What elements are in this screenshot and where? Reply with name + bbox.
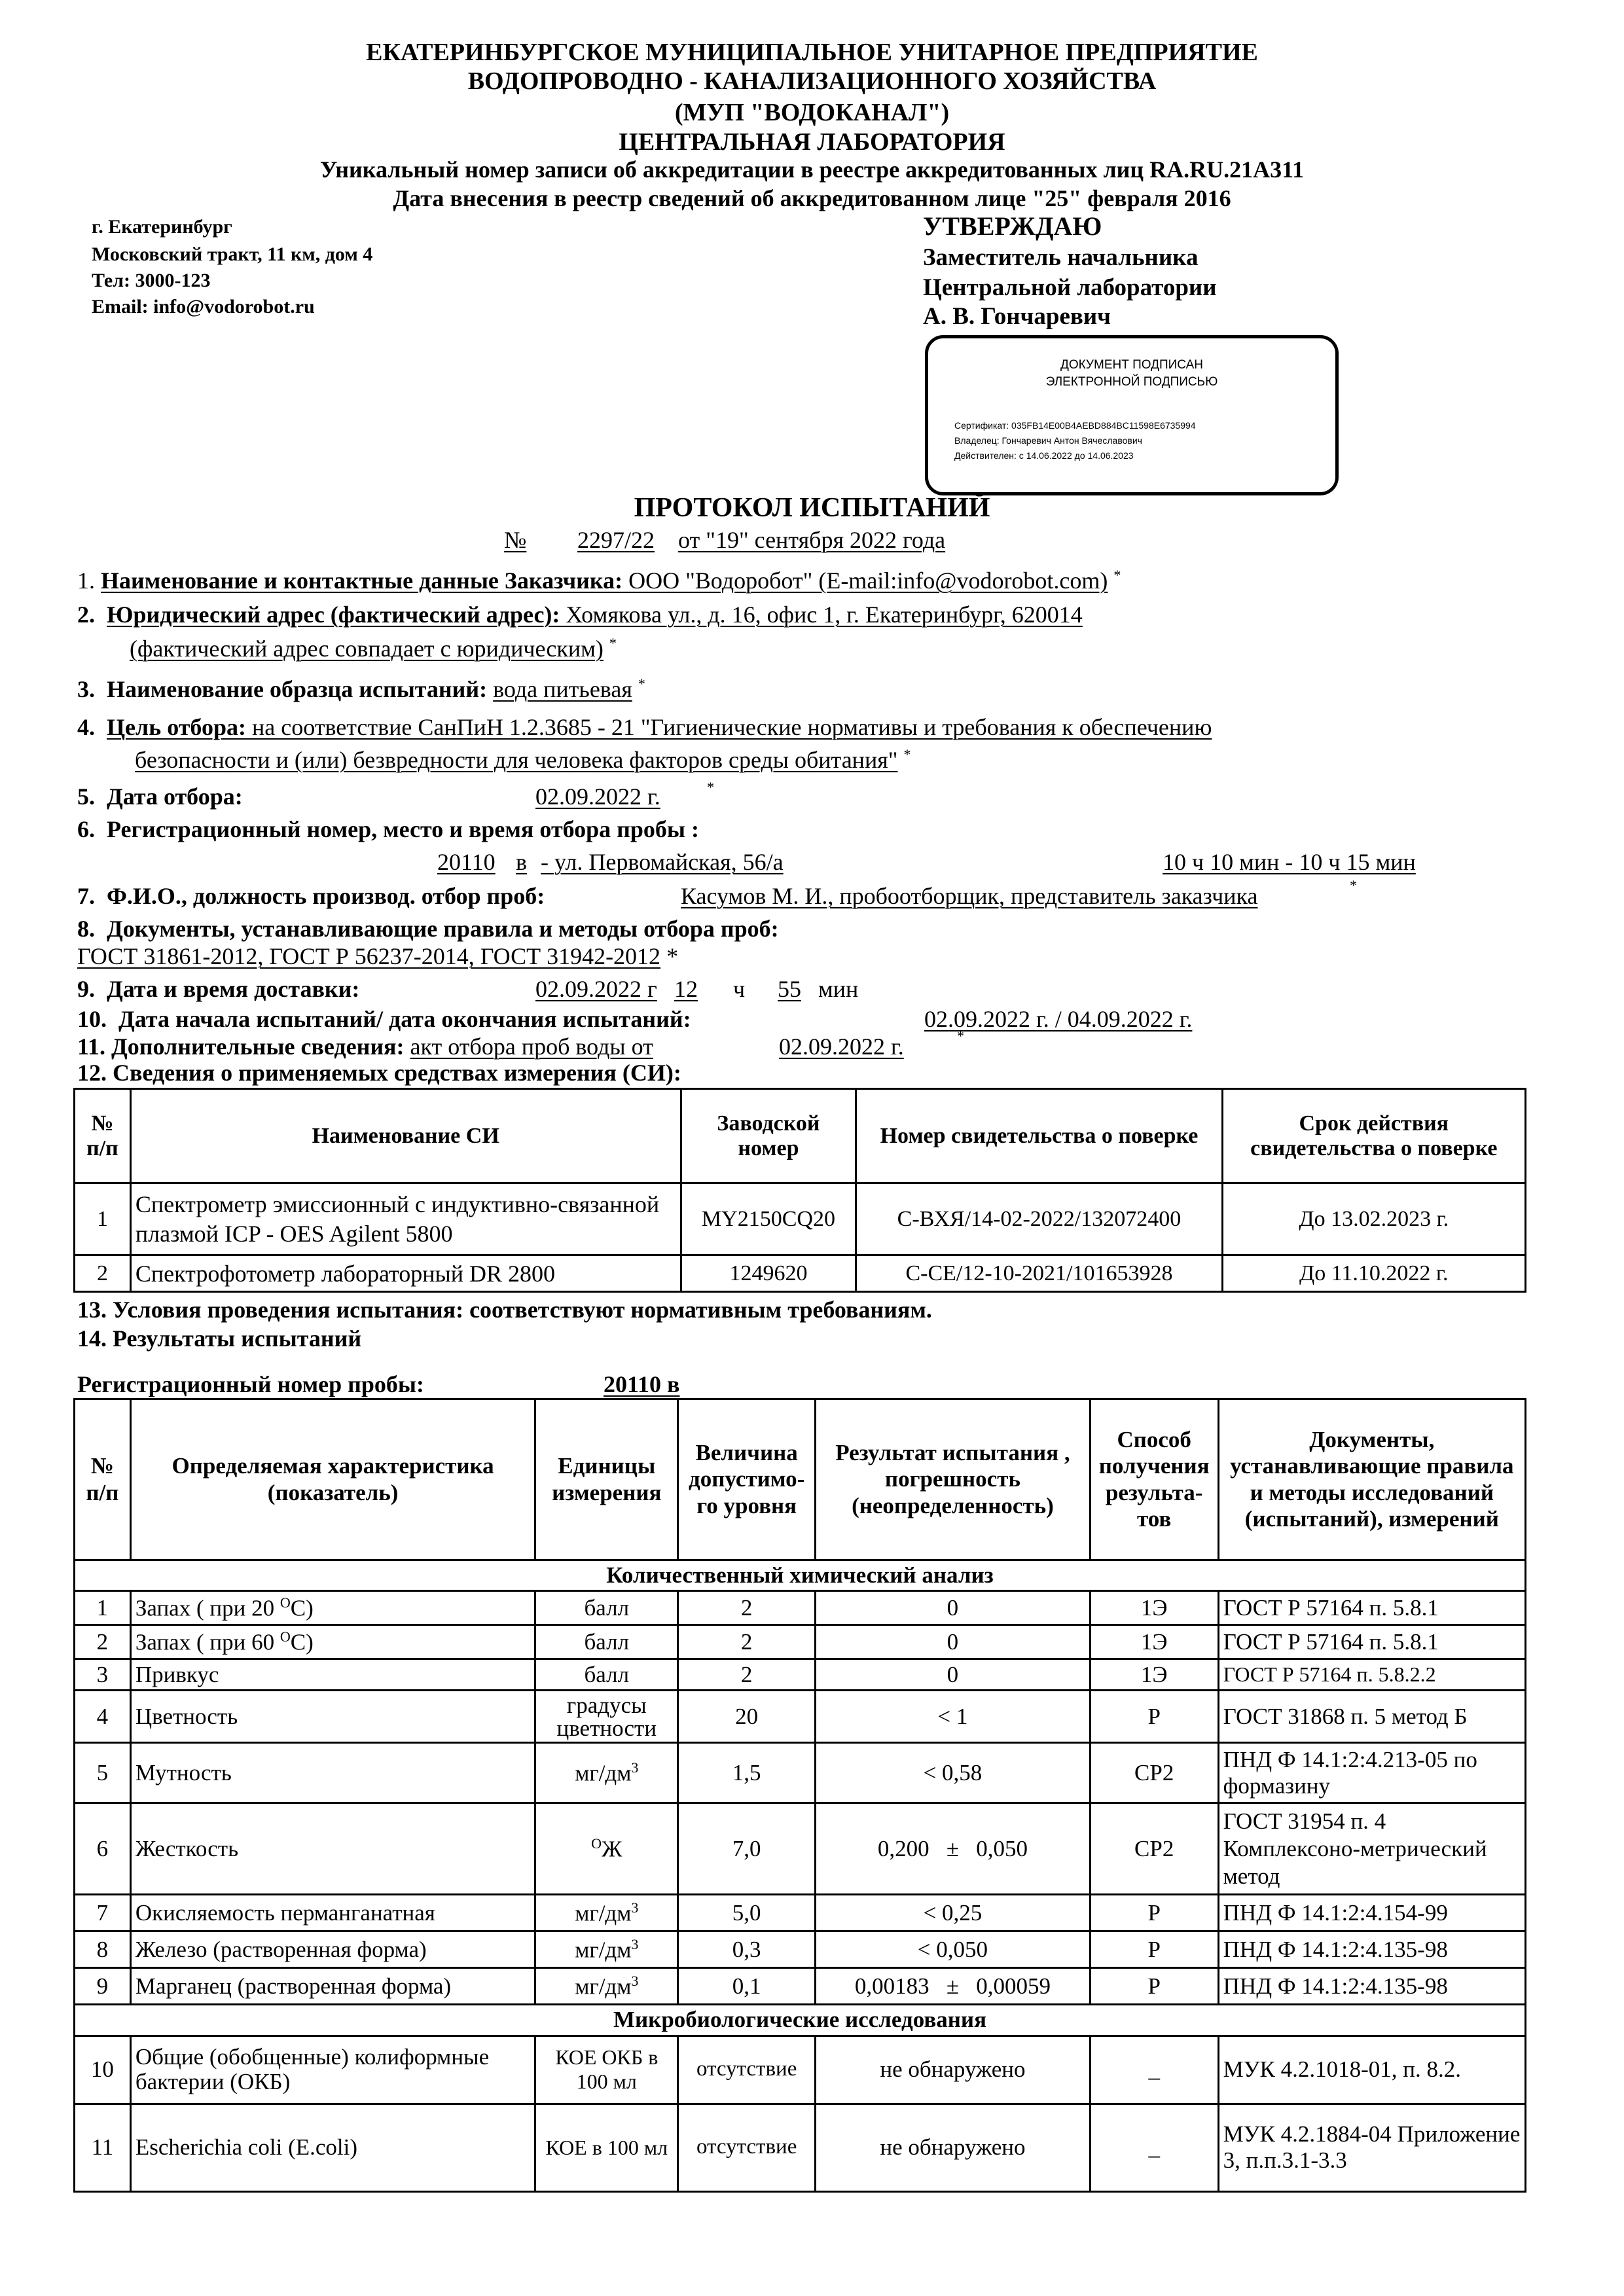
item-7	[77, 882, 545, 910]
result-characteristic: Запах ( при 20 $^O$C)	[130, 1591, 535, 1625]
result-limit: 1,5	[678, 1743, 816, 1803]
protocol-number-sign: №	[504, 527, 527, 553]
item-9	[77, 975, 359, 1003]
result-unit: градусы цветности	[535, 1691, 678, 1743]
table-row	[75, 1743, 1526, 1803]
result-limit: 5,0	[678, 1895, 816, 1931]
result-unit: балл	[535, 1591, 678, 1625]
result-value: не обнаружено	[816, 2036, 1091, 2104]
table-row	[75, 1803, 1526, 1895]
item-3-asterisk: *	[638, 675, 645, 692]
table-row	[75, 1255, 1526, 1292]
item-2-continued	[77, 635, 617, 662]
sampling-purpose-value-2: безопасности и (или) безвредности для человека факторов среды обитания"	[135, 747, 898, 773]
result-characteristic: Железо (растворенная форма)	[130, 1931, 535, 1968]
result-method: 1Э	[1090, 1591, 1218, 1625]
accreditation-line: Уникальный номер записи об аккредитации в реестре аккредитованных лиц RA.RU.21A311	[319, 156, 1305, 183]
result-num: 7	[75, 1895, 131, 1931]
stamp-validity: Действителен: с 14.06.2022 до 14.06.2023	[954, 450, 1134, 461]
si-row-serial: MY2150CQ20	[681, 1183, 856, 1255]
result-doc: ПНД Ф 14.1:2:4.135-98	[1218, 1968, 1525, 2005]
results-table	[73, 1398, 1526, 2193]
approval-title: УТВЕРЖДАЮ	[923, 211, 1102, 241]
section-row-micro	[75, 2005, 1526, 2036]
result-value: 0,00183 ± 0,00059	[816, 1968, 1091, 2005]
delivery-hour: 12	[674, 976, 698, 1002]
result-num: 4	[75, 1691, 131, 1743]
result-unit: $мг/дм^3$	[535, 1931, 678, 1968]
item-1	[77, 567, 1121, 594]
protocol-title: ПРОТОКОЛ ИСПЫТАНИЙ	[634, 493, 990, 523]
si-row-name: Спектрофотометр лабораторный DR 2800	[130, 1255, 681, 1292]
stamp-line1: ДОКУМЕНТ ПОДПИСАН	[1060, 358, 1203, 372]
si-header-num: № п/п	[75, 1089, 131, 1183]
result-num: 9	[75, 1968, 131, 2005]
result-value: < 1	[816, 1691, 1091, 1743]
result-method: 1Э	[1090, 1625, 1218, 1659]
result-unit: КОЕ ОКБ в 100 мл	[535, 2036, 678, 2104]
item-9-label: Дата и время доставки:	[107, 976, 360, 1002]
delivery-minute: 55	[778, 976, 801, 1002]
table-row	[75, 1895, 1526, 1931]
result-doc: ГОСТ Р 57164 п. 5.8.1	[1218, 1591, 1525, 1625]
si-row-num: 2	[75, 1255, 131, 1292]
result-num: 8	[75, 1931, 131, 1968]
item-11	[77, 1033, 653, 1060]
item-7-asterisk: *	[1350, 877, 1357, 893]
results-header-docs: Документы, устанавливающие правила и методы исследований (испытаний), измерений	[1218, 1399, 1525, 1560]
customer-value: ООО "Водоробот" (E-mail:info@vodorobot.com)	[623, 567, 1108, 594]
si-header-serial: Заводской номер	[681, 1089, 856, 1183]
item-5-number: 5.	[77, 783, 95, 810]
result-unit: $^О$Ж	[535, 1803, 678, 1895]
electronic-signature-stamp	[925, 335, 1339, 495]
results-header-num: № п/п	[75, 1399, 131, 1560]
item-2-label: Юридический адрес (фактический адрес):	[107, 601, 560, 628]
result-limit: 2	[678, 1591, 816, 1625]
item-8-value	[77, 942, 678, 970]
item-4-label: Цель отбора:	[107, 714, 246, 740]
sample-reg-number: 20110	[437, 849, 496, 875]
result-unit: КОЕ в 100 мл	[535, 2104, 678, 2191]
item-3	[77, 675, 645, 703]
result-value: не обнаружено	[816, 2104, 1091, 2191]
result-limit: 7,0	[678, 1803, 816, 1895]
item-14: 14. Результаты испытаний	[77, 1325, 362, 1352]
result-limit: 2	[678, 1659, 816, 1691]
result-unit: $мг/дм^3$	[535, 1743, 678, 1803]
legal-address-value: Хомякова ул., д. 16, офис 1, г. Екатеринбург, 620014	[560, 601, 1083, 628]
si-row-num: 1	[75, 1183, 131, 1255]
sampling-time: 10 ч 10 мин - 10 ч 15 мин	[1163, 849, 1416, 875]
si-row-cert: С-ВХЯ/14-02-2022/132072400	[856, 1183, 1222, 1255]
protocol-date: от "19" сентября 2022 года	[678, 527, 946, 553]
results-header-method: Способ получения результа-тов	[1090, 1399, 1218, 1560]
result-unit: балл	[535, 1625, 678, 1659]
result-method: Р	[1090, 1691, 1218, 1743]
table-row	[75, 1591, 1526, 1625]
result-method: _	[1090, 2104, 1218, 2191]
reg-number-label: Регистрационный номер пробы:	[77, 1371, 424, 1397]
sampling-date-value: 02.09.2022 г.	[535, 783, 660, 810]
results-header-limit: Величина допустимо-го уровня	[678, 1399, 816, 1560]
result-characteristic: Марганец (растворенная форма)	[130, 1968, 535, 2005]
si-row-serial: 1249620	[681, 1255, 856, 1292]
result-method: СР2	[1090, 1743, 1218, 1803]
additional-info-date: 02.09.2022 г.	[779, 1033, 904, 1060]
result-value: < 0,050	[816, 1931, 1091, 1968]
result-doc: ПНД Ф 14.1:2:4.154-99	[1218, 1895, 1525, 1931]
si-row-valid: До 11.10.2022 г.	[1222, 1255, 1525, 1292]
item-9-number: 9.	[77, 976, 95, 1002]
item-5-asterisk: *	[707, 779, 714, 795]
section-row-chemical	[75, 1560, 1526, 1591]
result-characteristic: Мутность	[130, 1743, 535, 1803]
result-method: _	[1090, 2036, 1218, 2104]
item-11-label: Дополнительные сведения:	[111, 1033, 405, 1060]
table-row	[75, 1625, 1526, 1659]
table-row	[75, 2036, 1526, 2104]
sample-name-value: вода питьевая	[493, 676, 632, 702]
result-limit: 0,3	[678, 1931, 816, 1968]
result-num: 3	[75, 1659, 131, 1691]
delivery-hour-unit: ч	[733, 976, 746, 1002]
reg-number-value: 20110 в	[604, 1371, 680, 1397]
table-row	[75, 1968, 1526, 2005]
si-header-row	[75, 1089, 1526, 1183]
result-characteristic: Запах ( при 60 $^O$C)	[130, 1625, 535, 1659]
item-2	[77, 601, 1083, 628]
item-13: 13. Условия проведения испытания: соответствуют нормативным требованиям.	[77, 1297, 932, 1323]
result-doc: ГОСТ Р 57164 п. 5.8.1	[1218, 1625, 1525, 1659]
item-5-label: Дата отбора:	[107, 783, 243, 810]
result-value: 0	[816, 1625, 1091, 1659]
item-2-asterisk: *	[609, 635, 617, 651]
sampling-purpose-value: на соответствие СанПиН 1.2.3685 - 21 "Гигиенические нормативы и требования к обеспечению	[245, 714, 1212, 740]
result-characteristic: Цветность	[130, 1691, 535, 1743]
approval-position-line1: Заместитель начальника	[923, 244, 1199, 271]
contact-email: Email: info@vodorobot.ru	[92, 296, 315, 317]
result-value: < 0,58	[816, 1743, 1091, 1803]
result-method: Р	[1090, 1931, 1218, 1968]
result-value: 0	[816, 1591, 1091, 1625]
contact-city: г. Екатеринбург	[92, 216, 232, 238]
result-limit: 0,1	[678, 1968, 816, 2005]
item-8-asterisk: *	[666, 943, 679, 969]
item-11-asterisk: *	[957, 1028, 964, 1044]
si-row-cert: С-СЕ/12-10-2021/101653928	[856, 1255, 1222, 1292]
table-row	[75, 1931, 1526, 1968]
result-doc: ГОСТ 31868 п. 5 метод Б	[1218, 1691, 1525, 1743]
item-10-label: Дата начала испытаний/ дата окончания испытаний:	[118, 1006, 691, 1032]
actual-address-note: (фактический адрес совпадает с юридическим)	[130, 636, 604, 662]
item-10	[77, 1005, 691, 1033]
si-header-name: Наименование СИ	[130, 1089, 681, 1183]
si-row-valid: До 13.02.2023 г.	[1222, 1183, 1525, 1255]
result-num: 10	[75, 2036, 131, 2104]
stamp-certificate: Сертификат: 035FB14E00B4AEBD884BC11598E6735994	[954, 420, 1196, 431]
item-7-number: 7.	[77, 883, 95, 909]
results-header-result: Результат испытания , погрешность (неопределенность)	[816, 1399, 1091, 1560]
results-header-row	[75, 1399, 1526, 1560]
item-3-label: Наименование образца испытаний:	[107, 676, 488, 702]
result-value: < 0,25	[816, 1895, 1091, 1931]
result-value: 0,200 ± 0,050	[816, 1803, 1091, 1895]
result-characteristic: Окисляемость перманганатная	[130, 1895, 535, 1931]
item-8	[77, 915, 779, 942]
item-1-number: 1.	[77, 567, 95, 594]
results-header-characteristic: Определяемая характеристика (показатель)	[130, 1399, 535, 1560]
org-name-line4: ЦЕНТРАЛЬНАЯ ЛАБОРАТОРИЯ	[619, 128, 1005, 156]
contact-phone: Тел: 3000-123	[92, 270, 211, 291]
stamp-line2: ЭЛЕКТРОННОЙ ПОДПИСЬЮ	[1045, 375, 1218, 389]
registry-date-line: Дата внесения в реестр сведений об аккредитованном лице "25" февраля 2016	[393, 185, 1231, 211]
result-method: 1Э	[1090, 1659, 1218, 1691]
result-doc: ГОСТ 31954 п. 4 Комплексоно-метрический метод	[1218, 1803, 1525, 1895]
result-doc: МУК 4.2.1884-04 Приложение 3, п.п.3.1-3.3	[1218, 2104, 1525, 2191]
item-3-number: 3.	[77, 676, 95, 702]
result-characteristic: Жесткость	[130, 1803, 535, 1895]
result-method: СР2	[1090, 1803, 1218, 1895]
result-limit: отсутствие	[678, 2104, 816, 2191]
table-row	[75, 1659, 1526, 1691]
protocol-number: 2297/22	[577, 527, 655, 553]
result-num: 1	[75, 1591, 131, 1625]
item-6-number: 6.	[77, 816, 95, 842]
item-4	[77, 713, 1212, 741]
item-6-label: Регистрационный номер, место и время отбора пробы :	[107, 816, 700, 842]
item-2-number: 2.	[77, 601, 95, 628]
result-num: 6	[75, 1803, 131, 1895]
sampler-value: Касумов М. И., пробоотборщик, представитель заказчика	[681, 883, 1258, 909]
results-header-units: Единицы измерения	[535, 1399, 678, 1560]
si-row-name: Спектрометр эмиссионный с индуктивно-связанной плазмой ICP - OES Agilent 5800	[130, 1183, 681, 1255]
item-8-number: 8.	[77, 916, 95, 942]
result-limit: 2	[678, 1625, 816, 1659]
approval-name: А. В. Гончаревич	[923, 303, 1111, 330]
item-4-number: 4.	[77, 714, 95, 740]
table-row	[75, 1691, 1526, 1743]
result-doc: ПНД Ф 14.1:2:4.213-05 по формазину	[1218, 1743, 1525, 1803]
item-12: 12. Сведения о применяемых средствах измерения (СИ):	[77, 1060, 681, 1086]
result-characteristic: Привкус	[130, 1659, 535, 1691]
sampling-standards-value: ГОСТ 31861-2012, ГОСТ Р 56237-2014, ГОСТ 31942-2012	[77, 943, 661, 969]
result-characteristic: Общие (обобщенные) колиформные бактерии (ОКБ)	[130, 2036, 535, 2104]
item-5	[77, 783, 243, 810]
result-doc: ГОСТ Р 57164 п. 5.8.2.2	[1218, 1659, 1525, 1691]
result-num: 5	[75, 1743, 131, 1803]
additional-info-value: акт отбора проб воды от	[410, 1033, 653, 1060]
result-limit: 20	[678, 1691, 816, 1743]
delivery-date: 02.09.2022 г	[535, 976, 657, 1002]
result-unit: $мг/дм^3$	[535, 1968, 678, 2005]
approval-position-line2: Центральной лаборатории	[923, 274, 1217, 301]
item-1-asterisk: *	[1113, 567, 1121, 583]
item-1-label: Наименование и контактные данные Заказчика:	[101, 567, 623, 594]
si-header-cert: Номер свидетельства о поверке	[856, 1089, 1222, 1183]
org-name-line3: (МУП "ВОДОКАНАЛ")	[674, 99, 950, 126]
result-characteristic: Escherichia coli (E.coli)	[130, 2104, 535, 2191]
table-row	[75, 2104, 1526, 2191]
org-name-line1: ЕКАТЕРИНБУРГСКОЕ МУНИЦИПАЛЬНОЕ УНИТАРНОЕ ПРЕДПРИЯТИЕ	[366, 39, 1258, 66]
result-doc: МУК 4.2.1018-01, п. 8.2.	[1218, 2036, 1525, 2104]
stamp-owner: Владелец: Гончаревич Антон Вячеславович	[954, 435, 1142, 446]
sampling-place: - ул. Первомайская, 56/а	[541, 849, 784, 875]
result-unit: балл	[535, 1659, 678, 1691]
result-value: 0	[816, 1659, 1091, 1691]
item-8-label: Документы, устанавливающие правила и методы отбора проб:	[107, 916, 779, 942]
result-doc: ПНД Ф 14.1:2:4.135-98	[1218, 1931, 1525, 1968]
item-4-continued	[77, 746, 911, 774]
item-6	[77, 816, 699, 843]
test-dates-value: 02.09.2022 г. / 04.09.2022 г.	[924, 1006, 1193, 1032]
result-num: 11	[75, 2104, 131, 2191]
contact-address: Московский тракт, 11 км, дом 4	[92, 243, 373, 265]
result-method: Р	[1090, 1895, 1218, 1931]
org-name-line2: ВОДОПРОВОДНО - КАНАЛИЗАЦИОННОГО ХОЗЯЙСТВА	[467, 67, 1157, 95]
item-11-number: 11.	[77, 1033, 106, 1060]
result-num: 2	[75, 1625, 131, 1659]
sample-reg-suffix: в	[516, 849, 527, 875]
section-chemical-analysis: Количественный химический анализ	[75, 1560, 1526, 1591]
section-microbiology: Микробиологические исследования	[75, 2005, 1526, 2036]
item-4-asterisk: *	[903, 746, 911, 762]
table-row	[75, 1183, 1526, 1255]
si-header-valid: Срок действия свидетельства о поверке	[1222, 1089, 1525, 1183]
result-limit: отсутствие	[678, 2036, 816, 2104]
result-unit: $мг/дм^3$	[535, 1895, 678, 1931]
delivery-minute-unit: мин	[818, 976, 859, 1002]
item-10-number: 10.	[77, 1006, 107, 1032]
result-method: Р	[1090, 1968, 1218, 2005]
item-7-label: Ф.И.О., должность производ. отбор проб:	[107, 883, 545, 909]
measurement-instruments-table	[73, 1088, 1526, 1293]
